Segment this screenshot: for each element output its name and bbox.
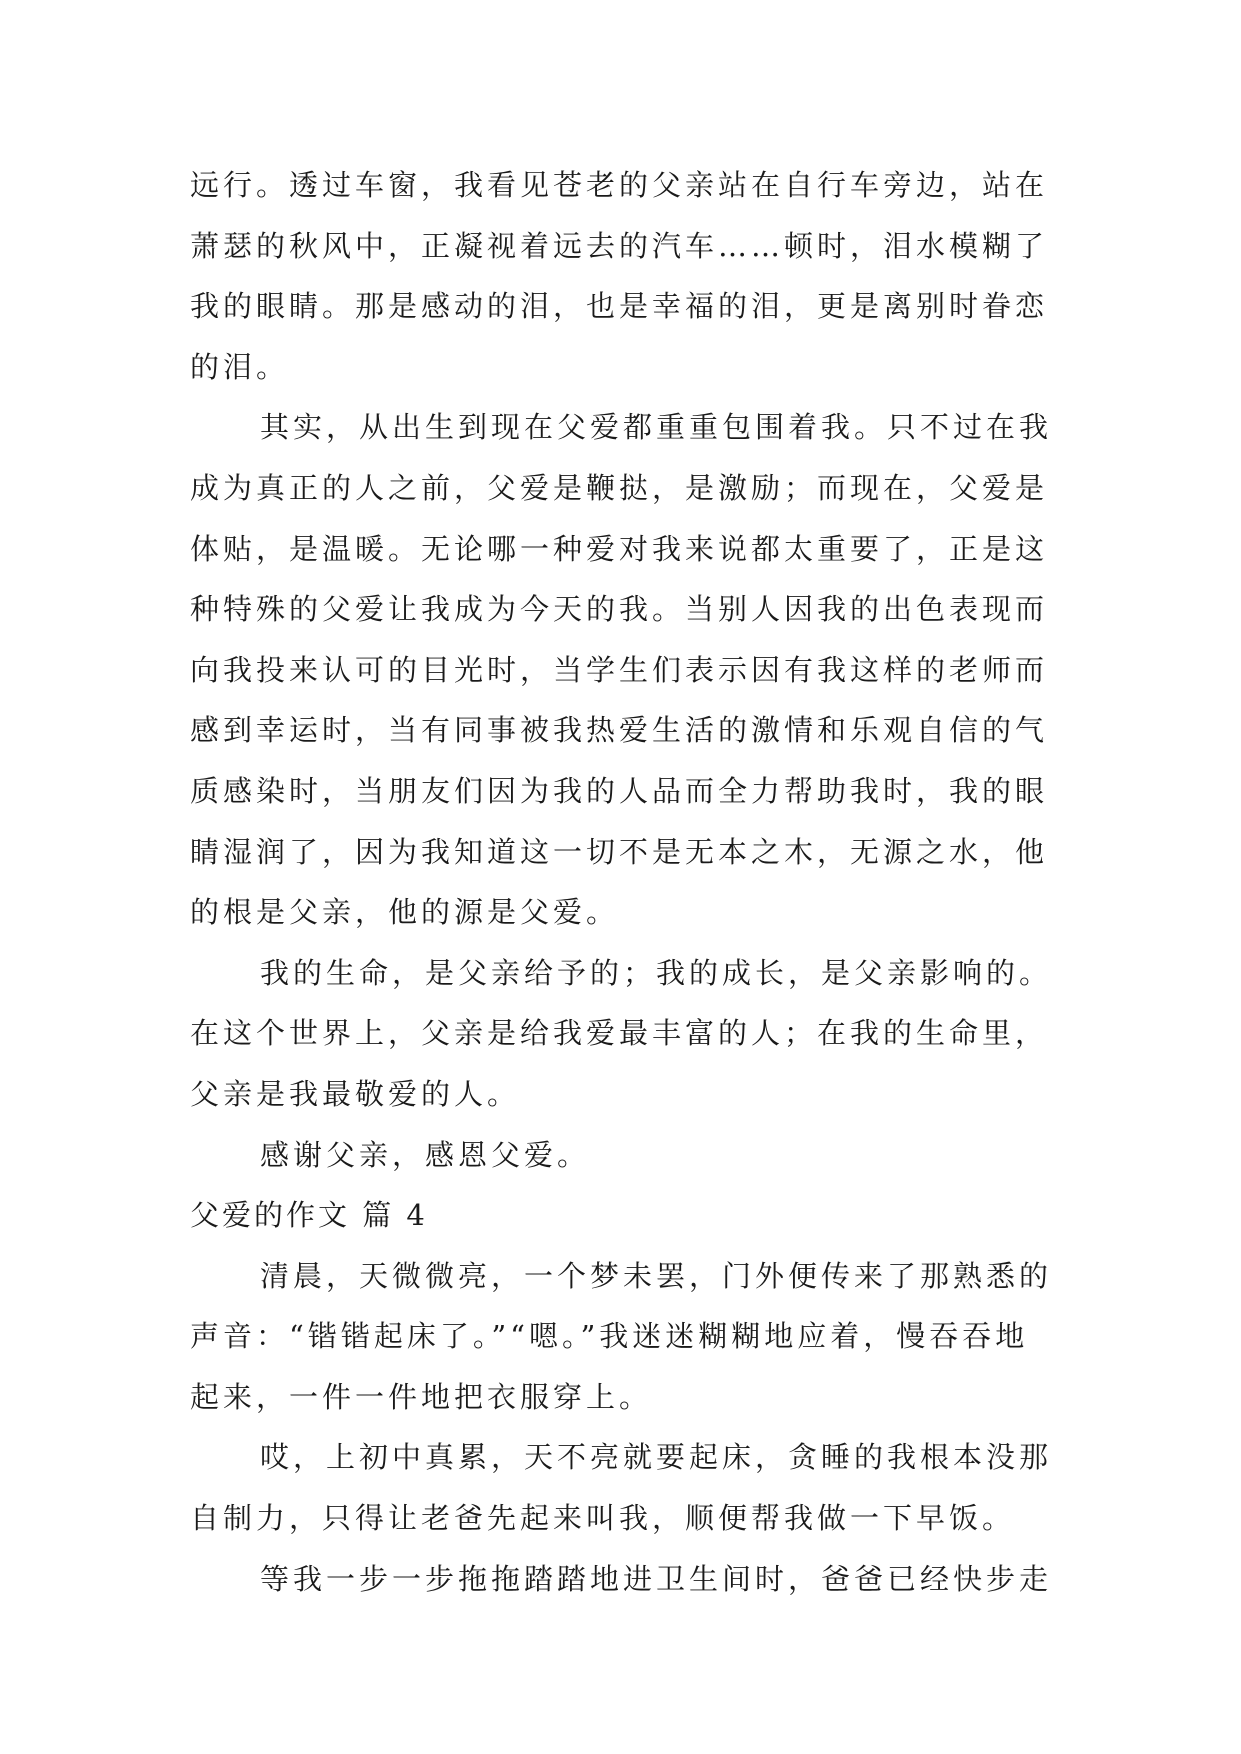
text-line: 声音：“锴锴起床了。”“嗯。”我迷迷糊糊地应着，慢吞吞地 (190, 1319, 1029, 1354)
text-line: 萧瑟的秋风中，正凝视着远去的汽车……顿时，泪水模糊了 (190, 228, 1049, 263)
text-line: 感到幸运时，当有同事被我热爱生活的激情和乐观自信的气 (190, 713, 1049, 748)
section-heading: 父爱的作文 篇 4 (190, 1198, 428, 1233)
document-body (190, 155, 1060, 1609)
text-line: 等我一步一步拖拖踏踏地进卫生间时，爸爸已经快步走 (260, 1561, 1053, 1596)
text-line: 其实，从出生到现在父爱都重重包围着我。只不过在我 (260, 410, 1053, 445)
text-line: 的泪。 (190, 349, 290, 384)
text-line: 自制力，只得让老爸先起来叫我，顺便帮我做一下早饭。 (190, 1501, 1016, 1536)
text-line: 我的生命，是父亲给予的；我的成长，是父亲影响的。 (260, 955, 1053, 990)
text-line: 清晨，天微微亮，一个梦未罢，门外便传来了那熟悉的 (260, 1258, 1053, 1293)
text-line: 睛湿润了，因为我知道这一切不是无本之木，无源之水，他 (190, 834, 1049, 869)
text-line: 远行。透过车窗，我看见苍老的父亲站在自行车旁边，站在 (190, 168, 1049, 202)
text-line: 父亲是我最敬爱的人。 (190, 1076, 521, 1111)
text-line: 在这个世界上，父亲是给我爱最丰富的人；在我的生命里， (190, 1016, 1049, 1051)
text-line: 种特殊的父爱让我成为今天的我。当别人因我的出色表现而 (190, 592, 1049, 627)
text-line: 的根是父亲，他的源是父爱。 (190, 895, 620, 930)
text-line: 成为真正的人之前，父爱是鞭挞，是激励；而现在，父爱是 (190, 470, 1049, 505)
text-line: 向我投来认可的目光时，当学生们表示因有我这样的老师而 (190, 652, 1049, 687)
text-line: 起来，一件一件地把衣服穿上。 (190, 1379, 653, 1414)
text-line: 感谢父亲，感恩父爱。 (260, 1137, 591, 1172)
text-line: 我的眼睛。那是感动的泪，也是幸福的泪，更是离别时眷恋 (190, 289, 1049, 324)
text-line: 哎，上初中真累，天不亮就要起床，贪睡的我根本没那 (260, 1440, 1053, 1475)
text-line: 质感染时，当朋友们因为我的人品而全力帮助我时，我的眼 (190, 773, 1049, 808)
text-line: 体贴，是温暖。无论哪一种爱对我来说都太重要了，正是这 (190, 531, 1049, 566)
